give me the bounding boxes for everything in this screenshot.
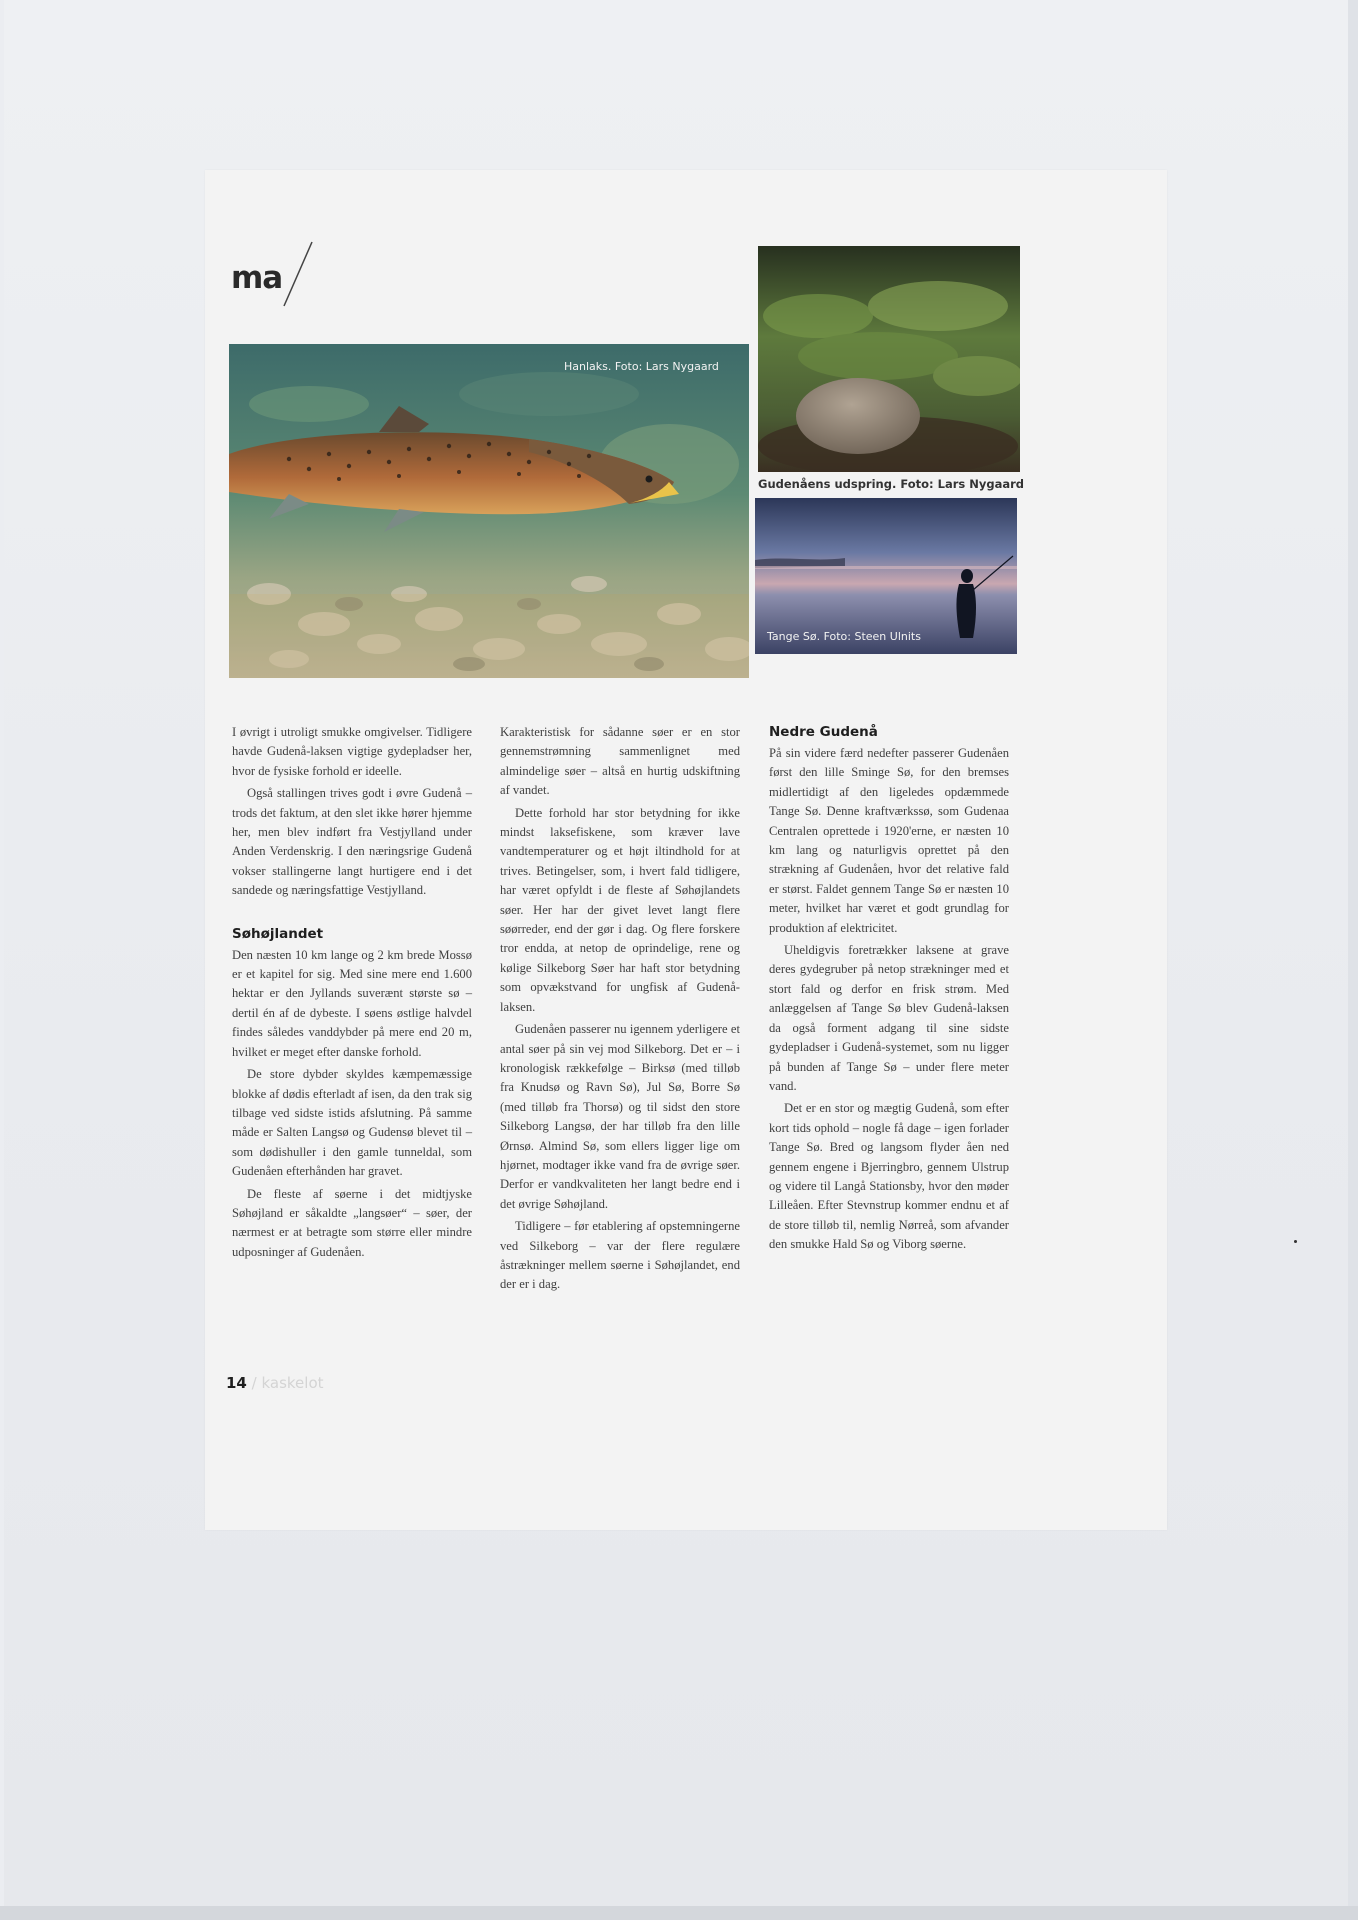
paragraph: I øvrigt i utroligt smukke omgivelser. Tidligere havde Gudenå-laksen vigtige gydepladser her, hvor de fysiske forhold er ideelle. xyxy=(232,725,472,778)
lake-photo xyxy=(755,498,1017,654)
text-column-2 xyxy=(500,723,740,1295)
paragraph: Karakteristisk for sådanne søer er en stor gennemstrømning sammenlignet med almindelige søer – altså en hurtig udskiftning af vandet. xyxy=(500,725,740,798)
logo-slash xyxy=(276,240,316,310)
spring-photo xyxy=(758,246,1020,472)
paragraph: Uheldigvis foretrækker laksene at grave deres gydegruber på netop strækninger med et stort fald og derfor en frisk strøm. Med anlæggelsen af Tange Sø blev Gudenå-laksen da også forment adgang til sine sidste gydepladser i Gudenå-systemet, som nu ligger på bunden af Tange Sø – under flere meter vand. xyxy=(769,943,1009,1093)
paragraph: Tidligere – før etablering af opstemningerne ved Silkeborg – var der flere regulære åstrækninger mellem søerne i Søhøjlandet, end der er i dag. xyxy=(500,1219,740,1292)
section-heading: Søhøjlandet xyxy=(232,925,324,942)
paragraph: De store dybder skyldes kæmpemæssige blokke af dødis efterladt af isen, da den trak sig tilbage ved sidste istids afslutning. På samme måde er Salten Langsø og Gudensø blevet til – som dødishuller i den gamle tunneldal, som Gudenåen efterhånden har gravet. xyxy=(232,1067,472,1179)
scan-edge xyxy=(1348,0,1358,1920)
paragraph: Den næsten 10 km lange og 2 km brede Mossø er et kapitel for sig. Med sine mere end 1.600 hektar er den Jyllands suverænt største sø – dertil én af de dybeste. I søens østlige halvdel findes således vanddybder på mere end 20 m, hvilket er meget efter danske forhold. xyxy=(232,947,472,1059)
text-column-3 xyxy=(769,723,1009,1255)
scan-edge xyxy=(0,1906,1358,1920)
page-footer xyxy=(226,1374,324,1392)
masthead-logo: ma xyxy=(231,260,283,296)
magazine-page xyxy=(205,170,1167,1530)
ink-speck xyxy=(1294,1240,1297,1243)
section-heading: Nedre Gudenå xyxy=(769,724,878,740)
text-column-1 xyxy=(232,723,472,1262)
lake-caption: Tange Sø. Foto: Steen Ulnits xyxy=(767,630,921,643)
magazine-name: / kaskelot xyxy=(251,1374,324,1392)
paragraph: De fleste af søerne i det midtjyske Søhøjland er såkaldte „langsøer“ – søer, der nærmest er at betragte som større eller mindre udposninger af Gudenåen. xyxy=(232,1186,472,1259)
paragraph: Også stallingen trives godt i øvre Gudenå – trods det faktum, at den slet ikke hører hjemme her, men blev indført fra Vestjylland under Anden Verdenskrig. I den næringsrige Gudenå vokser stallingerne langt hurtigere end i det sandede og næringsfattige Vestjylland. xyxy=(232,786,472,898)
spring-caption: Gudenåens udspring. Foto: Lars Nygaard xyxy=(758,477,1025,491)
paragraph: Det er en stor og mægtig Gudenå, som efter kort tids ophold – nogle få dage – igen forlader Tange Sø. Bred og langsom flyder åen ned gennem engene i Bjerringbro, gennem Ulstrup og videre til Langå Stationsby, hvor den møder Lilleåen. Efter Stevnstrup kommer endnu et af de store tilløb til, nemlig Nørreå, som afvander den smukke Hald Sø og Viborg søerne. xyxy=(769,1101,1009,1252)
salmon-photo xyxy=(229,344,749,678)
paragraph: Dette forhold har stor betydning for ikke mindst laksefiskene, som kræver lave vandtemperaturer og et højt iltindhold for at trives. Betingelser, som, i hvert fald tidligere, har været opfyldt i de fleste af Søhøjlandets søer. Her har der givet levet langt flere søørreder, end der gør i dag. Og flere forskere tror endda, at netop de oprindelige, rene og kølige Silkeborg Søer har haft stor betydning som opvækstvand for ungfisk af Gudenå-laksen. xyxy=(500,805,740,1014)
paragraph: På sin videre færd nedefter passerer Gudenåen først den lille Sminge Sø, for den bremses midlertidigt af den ligeledes opdæmmede Tange Sø. Denne kraftværkssø, som Gudenaa Centralen oprettede i 1920'erne, er næsten 10 km lang og naturligvis oprettet på den strækning af Gudenåen, hvor det relative fald er størst. Faldet gennem Tange Sø er næsten 10 meter, hvilket har været et godt grundlag for produktion af elektricitet. xyxy=(769,746,1009,935)
salmon-caption: Hanlaks. Foto: Lars Nygaard xyxy=(564,360,719,373)
paragraph: Gudenåen passerer nu igennem yderligere et antal søer på sin vej mod Silkeborg. Det er – i kronologisk rækkefølge – Birksø (med tilløb fra Knudsø og Ravn Sø), Jul Sø, Borre Sø (med tilløb fra Thorsø) og til sidst den store Silkeborg Langsø, der har tilløb fra den lille Ørnsø. Almind Sø, som ellers ligger lige om hjørnet, modtager ikke vand fra de øvrige søer. Derfor er vandkvaliteten her langt bedre end i det øvrige Søhøjland. xyxy=(500,1022,740,1211)
page-number: 14 xyxy=(226,1374,247,1392)
